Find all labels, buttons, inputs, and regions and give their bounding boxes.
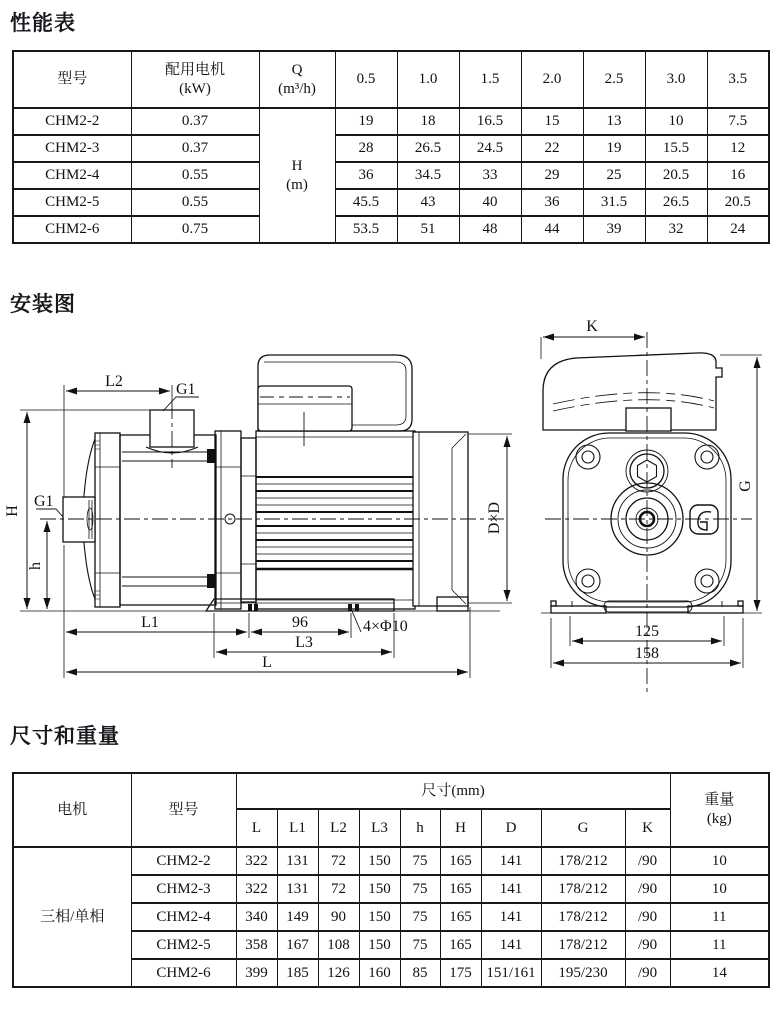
dim-cell: 126 <box>318 959 359 987</box>
dim-cell: 141 <box>481 931 541 959</box>
dim-cell: 75 <box>400 903 440 931</box>
head-cell: 45.5 <box>335 189 397 216</box>
dim-cell: 150 <box>359 903 400 931</box>
dim-cell: 399 <box>236 959 277 987</box>
table-row <box>13 847 769 875</box>
dim-label-l: L <box>262 654 272 671</box>
dim-label-l3: L3 <box>295 634 313 651</box>
dim-cell: /90 <box>625 903 670 931</box>
dim-cell: 165 <box>440 931 481 959</box>
size-col-header: D <box>481 809 541 847</box>
head-cell: 20.5 <box>707 189 769 216</box>
dim-cell: 340 <box>236 903 277 931</box>
head-cell: 44 <box>521 216 583 243</box>
motor-header-line2: (kW) <box>179 80 211 97</box>
head-cell: 28 <box>335 135 397 162</box>
flow-value-header: 1.0 <box>397 51 459 108</box>
head-cell: 31.5 <box>583 189 645 216</box>
model-cell: CHM2-6 <box>13 216 131 243</box>
model-cell: CHM2-6 <box>131 959 236 987</box>
installation-diagram <box>0 315 780 710</box>
dim-cell: 141 <box>481 875 541 903</box>
dim-cell: 178/212 <box>541 875 625 903</box>
dim-cell: 151/161 <box>481 959 541 987</box>
table-row <box>13 189 769 216</box>
dim-label-158: 158 <box>635 645 659 662</box>
size-col-header: G <box>541 809 625 847</box>
flow-value-header: 3.5 <box>707 51 769 108</box>
head-unit-cell <box>259 108 335 243</box>
model-cell: CHM2-2 <box>131 847 236 875</box>
dim-cell: /90 <box>625 847 670 875</box>
dim-label-bolt-holes: 4×Φ10 <box>363 618 408 635</box>
head-cell: 34.5 <box>397 162 459 189</box>
dim-cell: 150 <box>359 847 400 875</box>
model-cell: CHM2-5 <box>131 931 236 959</box>
dim-cell: 195/230 <box>541 959 625 987</box>
dim-cell: 75 <box>400 847 440 875</box>
dim-cell: 322 <box>236 847 277 875</box>
model-cell: CHM2-3 <box>131 875 236 903</box>
pump-front-view <box>543 353 743 613</box>
weight-cell: 14 <box>670 959 769 987</box>
dim-cell: 185 <box>277 959 318 987</box>
size-col-header: L1 <box>277 809 318 847</box>
dimension-header-row-1 <box>13 773 769 809</box>
head-cell: 43 <box>397 189 459 216</box>
head-cell: 16.5 <box>459 108 521 135</box>
head-cell: 39 <box>583 216 645 243</box>
col-header-flow <box>259 51 335 108</box>
head-cell: 12 <box>707 135 769 162</box>
installation-section-title: 安装图 <box>10 293 76 316</box>
head-cell: 29 <box>521 162 583 189</box>
weight-cell: 11 <box>670 931 769 959</box>
weight-header-line2: (kg) <box>706 811 732 827</box>
dim-cell: 165 <box>440 875 481 903</box>
adapter-flange <box>215 431 256 609</box>
dim-cell: 150 <box>359 875 400 903</box>
performance-table <box>12 50 770 244</box>
dim-cell: 149 <box>277 903 318 931</box>
weight-cell: 10 <box>670 875 769 903</box>
dim-cell: 72 <box>318 875 359 903</box>
head-cell: 18 <box>397 108 459 135</box>
size-col-header: H <box>440 809 481 847</box>
head-cell: 33 <box>459 162 521 189</box>
head-cell: 36 <box>335 162 397 189</box>
dim-cell: 85 <box>400 959 440 987</box>
power-cell: 0.37 <box>131 108 259 135</box>
size-col-header: L <box>236 809 277 847</box>
motor-type-cell: 三相/单相 <box>13 847 131 987</box>
weight-cell: 11 <box>670 903 769 931</box>
pump-side-view <box>63 355 468 611</box>
dim-cell: 131 <box>277 847 318 875</box>
dim-cell: /90 <box>625 931 670 959</box>
power-cell: 0.55 <box>131 162 259 189</box>
col-header-weight <box>670 773 769 847</box>
head-unit-line1: H <box>291 157 303 174</box>
dim-cell: 72 <box>318 847 359 875</box>
table-row <box>13 135 769 162</box>
flow-value-header: 2.5 <box>583 51 645 108</box>
dim-cell: 150 <box>359 931 400 959</box>
weight-cell: 10 <box>670 847 769 875</box>
col-header-motor-type: 电机 <box>13 773 131 847</box>
head-cell: 24.5 <box>459 135 521 162</box>
head-cell: 15.5 <box>645 135 707 162</box>
head-cell: 36 <box>521 189 583 216</box>
head-cell: 20.5 <box>645 162 707 189</box>
dim-label-g1-outlet: G1 <box>176 381 196 398</box>
dim-label-125: 125 <box>635 623 659 640</box>
head-cell: 16 <box>707 162 769 189</box>
head-cell: 48 <box>459 216 521 243</box>
dim-label-h-axis: h <box>27 562 44 570</box>
col-header-model: 型号 <box>13 51 131 108</box>
dim-label-h-total: H <box>4 505 21 517</box>
flow-header-line1: Q <box>291 61 303 78</box>
flow-value-header: 2.0 <box>521 51 583 108</box>
dim-label-l2: L2 <box>105 373 123 390</box>
inlet-port <box>63 497 95 542</box>
flow-header-line2: (m³/h) <box>278 80 316 97</box>
dim-cell: /90 <box>625 959 670 987</box>
table-row <box>13 162 769 189</box>
size-col-header: h <box>400 809 440 847</box>
model-cell: CHM2-3 <box>13 135 131 162</box>
head-cell: 51 <box>397 216 459 243</box>
head-cell: 15 <box>521 108 583 135</box>
head-unit-line2: (m) <box>286 176 308 193</box>
dim-cell: 178/212 <box>541 931 625 959</box>
size-col-header: K <box>625 809 670 847</box>
model-cell: CHM2-4 <box>131 903 236 931</box>
dim-label-g: G <box>737 480 754 492</box>
head-cell: 7.5 <box>707 108 769 135</box>
table-row <box>13 108 769 135</box>
dimensions-section-title: 尺寸和重量 <box>10 725 120 748</box>
motor-body <box>256 431 415 609</box>
dim-cell: 178/212 <box>541 847 625 875</box>
col-header-model: 型号 <box>131 773 236 847</box>
head-cell: 32 <box>645 216 707 243</box>
dim-cell: 75 <box>400 875 440 903</box>
col-header-size-group: 尺寸(mm) <box>236 773 670 809</box>
flow-value-header: 0.5 <box>335 51 397 108</box>
head-cell: 53.5 <box>335 216 397 243</box>
head-cell: 26.5 <box>397 135 459 162</box>
performance-header-row <box>13 51 769 108</box>
power-cell: 0.75 <box>131 216 259 243</box>
performance-section-title: 性能表 <box>10 12 76 35</box>
dim-cell: 75 <box>400 931 440 959</box>
dim-cell: /90 <box>625 875 670 903</box>
power-cell: 0.55 <box>131 189 259 216</box>
flow-value-header: 3.0 <box>645 51 707 108</box>
dim-cell: 165 <box>440 903 481 931</box>
dim-cell: 178/212 <box>541 903 625 931</box>
dimension-weight-table <box>12 772 770 988</box>
dim-cell: 131 <box>277 875 318 903</box>
dim-cell: 358 <box>236 931 277 959</box>
head-cell: 26.5 <box>645 189 707 216</box>
table-row <box>13 216 769 243</box>
dim-label-dxd: D×D <box>486 501 503 535</box>
head-cell: 19 <box>583 135 645 162</box>
dim-cell: 141 <box>481 903 541 931</box>
dim-label-l1: L1 <box>141 614 159 631</box>
dim-label-g1-inlet: G1 <box>34 493 54 510</box>
size-col-header: L2 <box>318 809 359 847</box>
dim-cell: 141 <box>481 847 541 875</box>
motor-header-line1: 配用电机 <box>164 61 225 78</box>
head-cell: 19 <box>335 108 397 135</box>
head-cell: 13 <box>583 108 645 135</box>
head-cell: 25 <box>583 162 645 189</box>
dim-cell: 167 <box>277 931 318 959</box>
dim-label-96: 96 <box>292 614 308 631</box>
dim-label-k: K <box>586 318 598 335</box>
model-cell: CHM2-2 <box>13 108 131 135</box>
front-top-cover <box>543 353 722 431</box>
col-header-motor <box>131 51 259 108</box>
flow-value-header: 1.5 <box>459 51 521 108</box>
dim-cell: 108 <box>318 931 359 959</box>
weight-header-line1: 重量 <box>704 792 735 809</box>
model-cell: CHM2-4 <box>13 162 131 189</box>
head-cell: 40 <box>459 189 521 216</box>
power-cell: 0.37 <box>131 135 259 162</box>
model-cell: CHM2-5 <box>13 189 131 216</box>
dim-cell: 322 <box>236 875 277 903</box>
head-cell: 22 <box>521 135 583 162</box>
dim-cell: 160 <box>359 959 400 987</box>
dim-cell: 90 <box>318 903 359 931</box>
size-col-header: L3 <box>359 809 400 847</box>
dim-cell: 165 <box>440 847 481 875</box>
head-cell: 10 <box>645 108 707 135</box>
head-cell: 24 <box>707 216 769 243</box>
dim-cell: 175 <box>440 959 481 987</box>
pump-barrel <box>120 435 216 605</box>
